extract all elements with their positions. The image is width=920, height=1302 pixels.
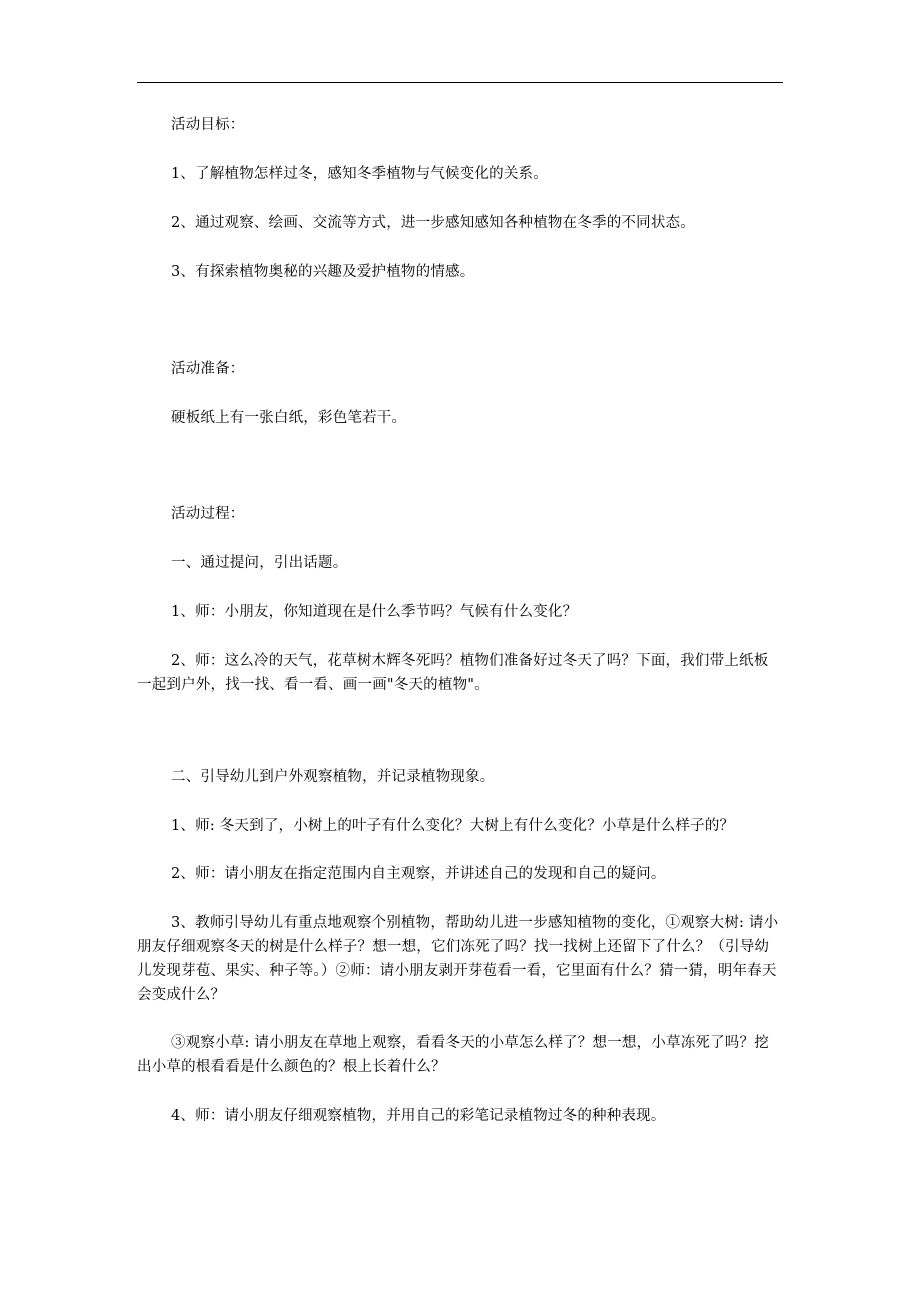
process-step-1-item-1: 1、师：小朋友，你知道现在是什么季节吗？气候有什么变化？: [171, 604, 578, 620]
preparation-text: 硬板纸上有一张白纸，彩色笔若干。: [171, 410, 407, 426]
section-heading-process: 活动过程：: [171, 506, 245, 522]
goal-item-1: 1、了解植物怎样过冬，感知冬季植物与气候变化的关系。: [171, 166, 548, 182]
section-heading-goals: 活动目标：: [171, 117, 245, 133]
goal-item-3: 3、有探索植物奥秘的兴趣及爱护植物的情感。: [171, 264, 475, 280]
section-heading-preparation: 活动准备：: [171, 361, 245, 377]
process-step-1-item-2: 2、师：这么冷的天气，花草树木辉冬死吗？植物们准备好过冬天了吗？下面，我们带上纸板一起到户外，找一找、看一看、画一画"冬天的植物"。: [137, 653, 769, 693]
process-step-2-item-2: 2、师：请小朋友在指定范围内自主观察，并讲述自己的发现和自己的疑问。: [171, 866, 666, 882]
process-step-1-heading: 一、通过提问，引出话题。: [171, 555, 348, 571]
process-step-2-heading: 二、引导幼儿到户外观察植物，并记录植物现象。: [171, 769, 495, 785]
process-step-2-item-3-continued: ③观察小草: 请小朋友在草地上观察，看看冬天的小草怎么样了？想一想，小草冻死了吗？挖出小草的根看看是什么颜色的？根上长着什么？: [137, 1035, 769, 1075]
header-rule: [137, 82, 783, 83]
process-step-2-item-4: 4、师：请小朋友仔细观察植物，并用自己的彩笔记录植物过冬的种种表现。: [171, 1108, 666, 1124]
process-step-2-item-3: 3、教师引导幼儿有重点地观察个别植物，帮助幼儿进一步感知植物的变化，①观察大树: 请小朋友仔细观察冬天的树是什么样子？想一想，它们冻死了吗？找一找树上还留下了什么？（引导幼儿发现芽苞、果实、种子等。）②师：请小朋友剥开芽苞看一看，它里面有什么？猜一猜，明年春天会变成什么？: [137, 915, 779, 1003]
goal-item-2: 2、通过观察、绘画、交流等方式，进一步感知感知各种植物在冬季的不同状态。: [171, 215, 695, 231]
process-step-2-item-1: 1、师: 冬天到了，小树上的叶子有什么变化？大树上有什么变化？小草是什么样子的？: [171, 818, 735, 834]
